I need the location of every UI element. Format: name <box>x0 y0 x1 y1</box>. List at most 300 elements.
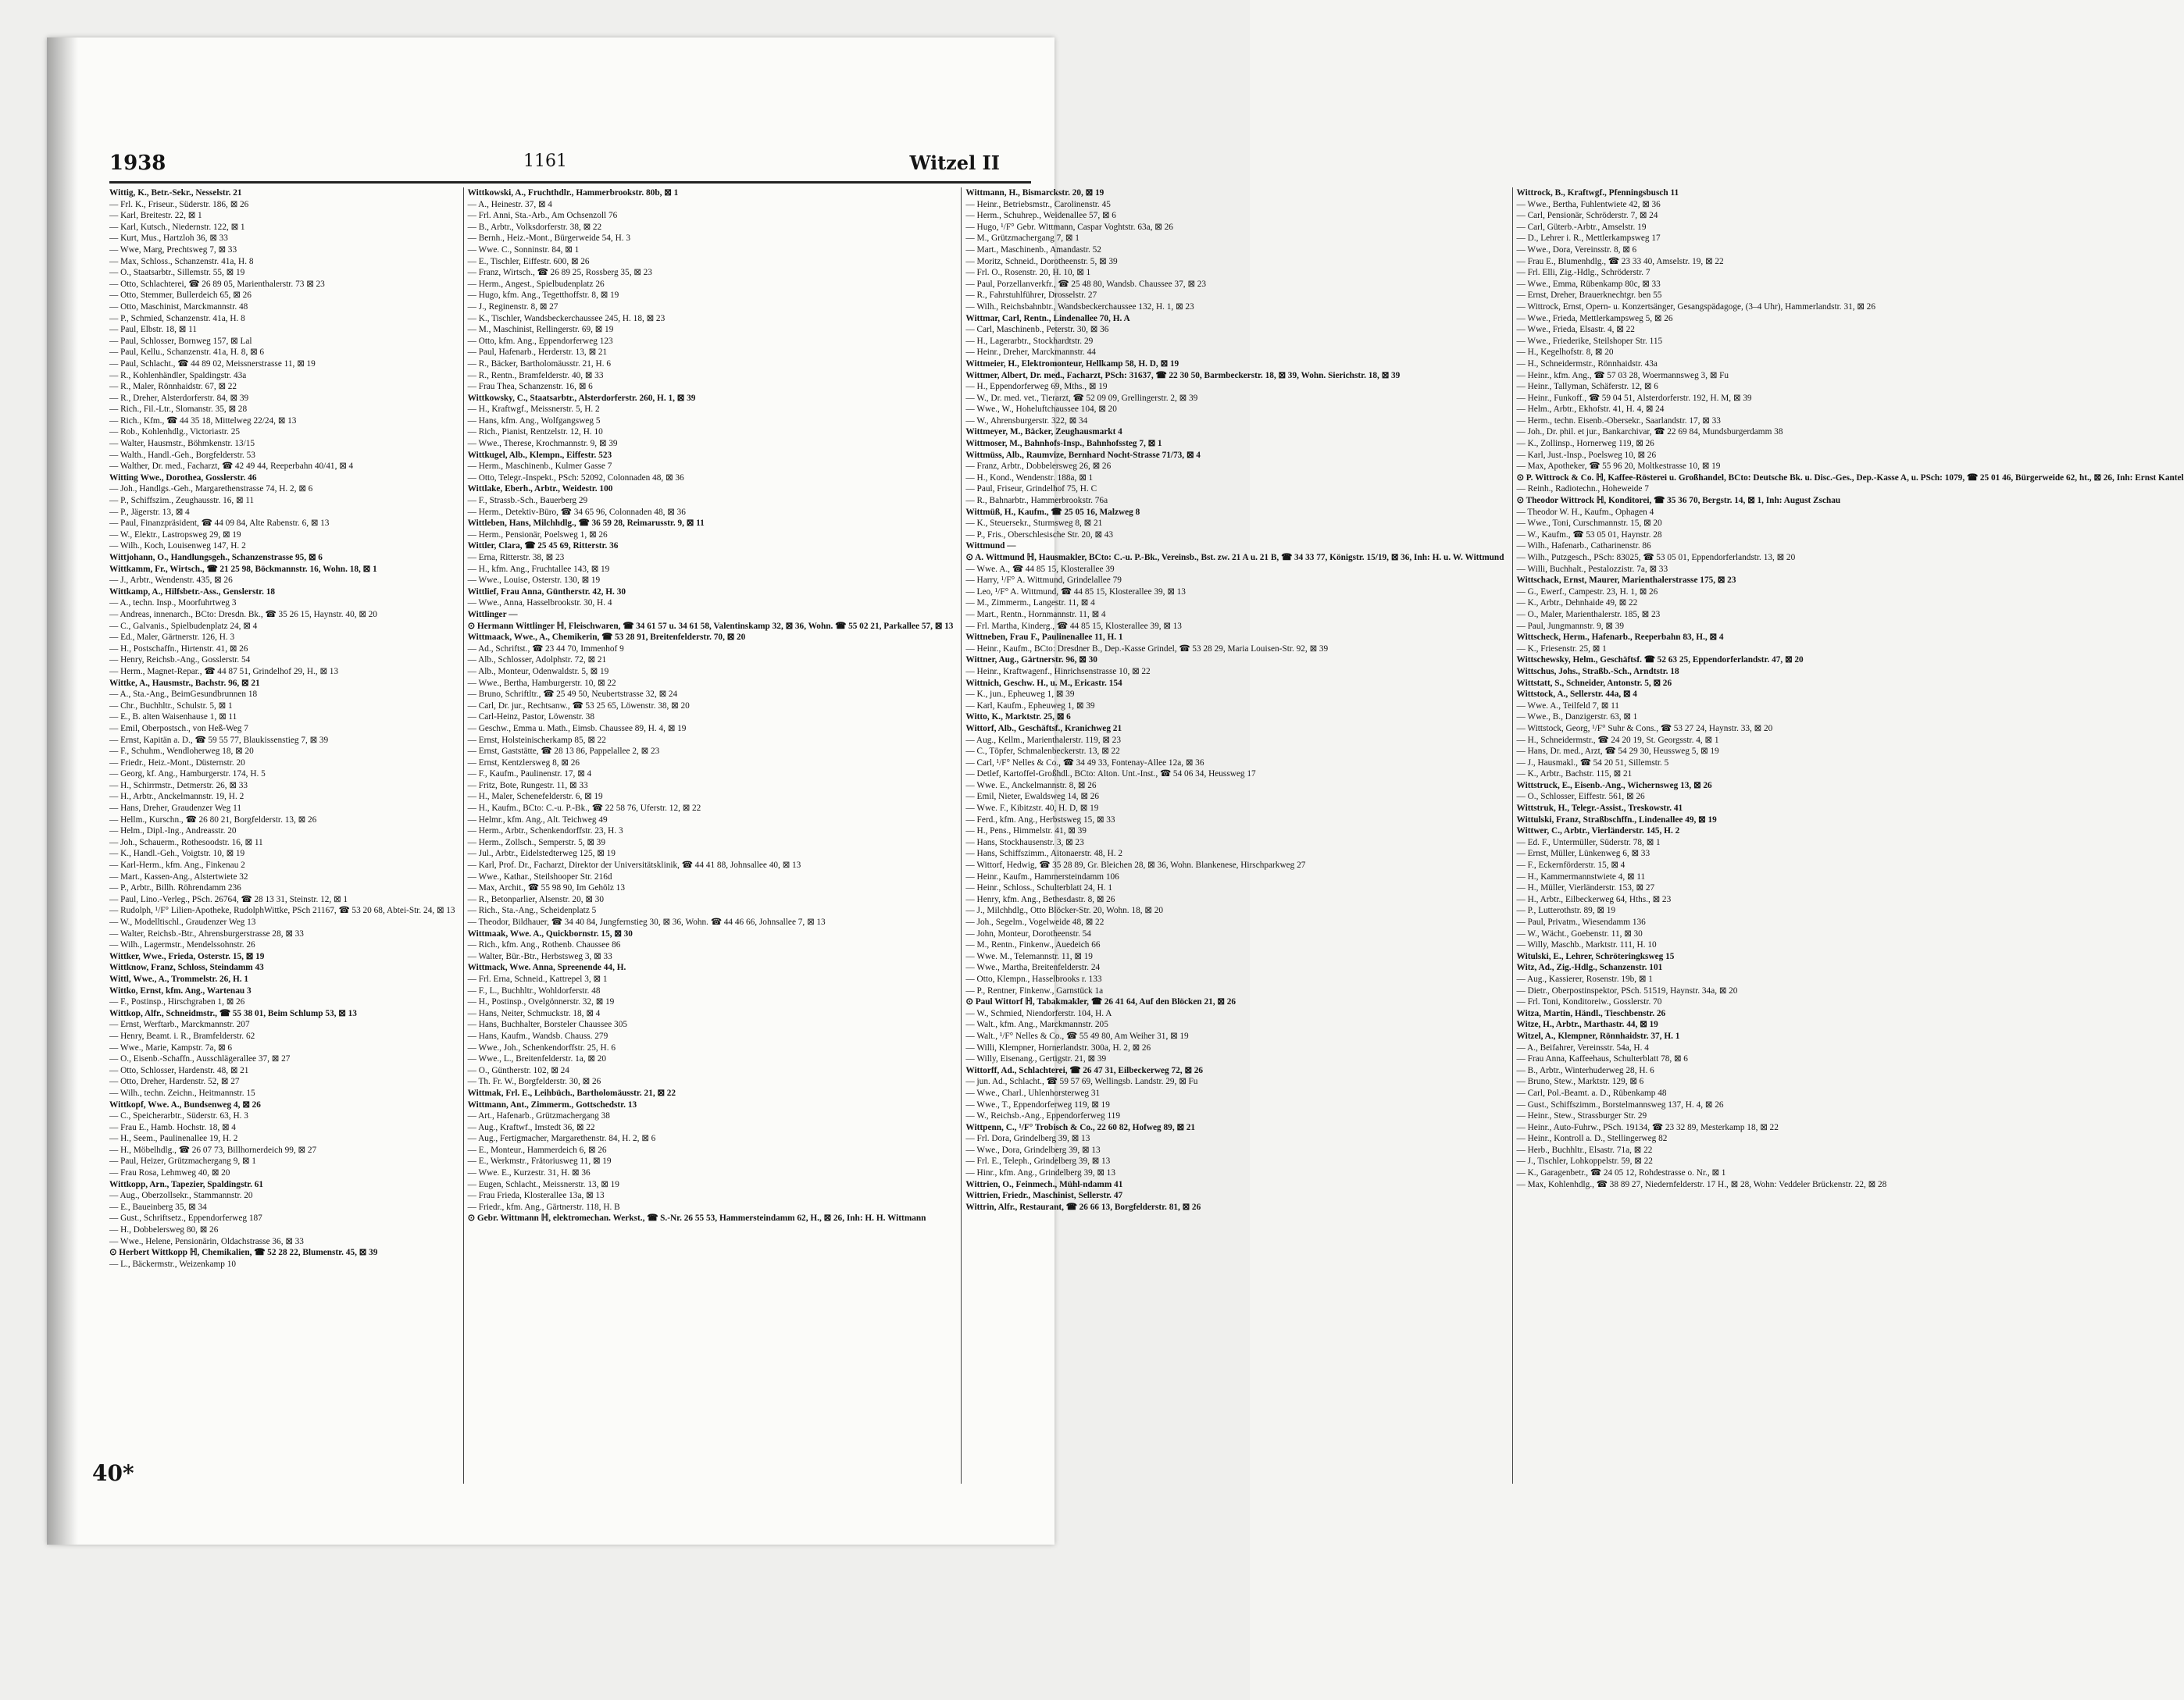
directory-entry: Wittmack, Wwe. Anna, Spreenende 44, H. <box>467 963 626 973</box>
directory-entry: — Wilh., Lagermstr., Mendelssohnstr. 26 <box>109 940 255 950</box>
directory-entry: — Aug., Fertigmacher, Margarethenstr. 84, H. 2, ⊠ 6 <box>467 1134 656 1144</box>
directory-entry: — Rich., Sta.-Ang., Scheidenplatz 5 <box>467 906 597 916</box>
directory-entry: — Mart., Kassen-Ang., Alstertwiete 32 <box>109 871 248 882</box>
directory-entry: — F., Eckernförderstr. 15, ⊠ 4 <box>1516 861 1626 871</box>
directory-entry: — Heinr., Kontroll a. D., Stellingerweg 82 <box>1516 1134 1668 1144</box>
directory-entry: — Wwe., Martha, Breitenfelderstr. 24 <box>965 963 1101 973</box>
directory-entry: — Hans, Buchhalter, Borsteler Chaussee 305 <box>467 1020 628 1030</box>
directory-entry: Wittmann, Ant., Zimmerm., Gottschedstr. 13 <box>467 1099 637 1110</box>
directory-entry: Witto, K., Marktstr. 25, ⊠ 6 <box>965 712 1071 722</box>
directory-entry: Wittstock, A., Sellerstr. 44a, ⊠ 4 <box>1516 690 1637 700</box>
directory-entry: — Otto, Stemmer, Bullerdeich 65, ⊠ 26 <box>109 290 252 301</box>
directory-entry: — Paul, Elbstr. 18, ⊠ 11 <box>109 325 197 335</box>
directory-entry: Wittmer, Albert, Dr. med., Facharzt, PSch: 31637, ☎ 22 30 50, Barmbeckerstr. 18, ⊠ 39, Wohn. Sierichstr. 18, ⊠ 39 <box>965 370 1401 380</box>
directory-entry: — H., Kaufm., BCto: C.-u. P.-Bk., ☎ 22 58 76, Uferstr. 12, ⊠ 22 <box>467 804 701 814</box>
directory-entry: — Gust., Schriftsetz., Eppendorferweg 187 <box>109 1214 262 1224</box>
directory-entry: — Carl, Pensionär, Schröderstr. 7, ⊠ 24 <box>1516 211 1658 221</box>
directory-entry: — Frau Anna, Kaffeehaus, Schulterblatt 78, ⊠ 6 <box>1516 1054 1688 1064</box>
directory-entry: — Heinr., Auto-Fuhrw., PSch. 19134, ☎ 23 32 89, Mesterkamp 18, ⊠ 22 <box>1516 1122 1779 1132</box>
directory-entry: Wittmann, H., Bismarckstr. 20, ⊠ 19 <box>965 188 1104 198</box>
directory-entry: — Detlef, Kartoffel-Großhdl., BCto: Alton. Unt.-Inst., ☎ 54 06 34, Heussweg 17 <box>965 769 1256 779</box>
directory-entry: Wittkowsky, C., Staatsarbtr., Alsterdorferstr. 260, H. 1, ⊠ 39 <box>467 393 696 403</box>
directory-entry: — Ernst, Werftarb., Marckmannstr. 207 <box>109 1020 250 1030</box>
directory-entry: — Th. Fr. W., Borgfelderstr. 30, ⊠ 26 <box>467 1077 601 1087</box>
directory-entry: — Ferd., kfm. Ang., Herbstsweg 15, ⊠ 33 <box>965 814 1115 825</box>
directory-entry: Witting Wwe., Dorothea, Gosslerstr. 46 <box>109 472 257 483</box>
directory-entry: — Dietr., Oberpostinspektor, PSch. 51519, Haynstr. 34a, ⊠ 20 <box>1516 985 1738 996</box>
directory-entry: Wittner, Aug., Gärtnerstr. 96, ⊠ 30 <box>965 655 1097 665</box>
directory-entry: — F., L., Buchhltr., Wohldorferstr. 48 <box>467 985 601 996</box>
directory-entry: — A., Heinestr. 37, ⊠ 4 <box>467 199 552 209</box>
directory-entry: Wittwer, C., Arbtr., Vierländerstr. 145, H. 2 <box>1516 826 1680 836</box>
directory-entry: Wittkamm, Fr., Wirtsch., ☎ 21 25 98, Böckmannstr. 16, Wohn. 18, ⊠ 1 <box>109 564 377 574</box>
directory-entry: — Ernst, Gaststätte, ☎ 28 13 86, Pappelallee 2, ⊠ 23 <box>467 747 660 757</box>
directory-entry: — Aug., Kassierer, Rosenstr. 19b, ⊠ 1 <box>1516 974 1653 984</box>
directory-entry: — Willy, Maschb., Marktstr. 111, H. 10 <box>1516 940 1657 950</box>
directory-entry: Wittkugel, Alb., Klempn., Eiffestr. 523 <box>467 450 612 460</box>
directory-entry: — H., Dobbelersweg 80, ⊠ 26 <box>109 1225 219 1235</box>
directory-entry: — Carl-Heinz, Pastor, Löwenstr. 38 <box>467 712 594 722</box>
directory-entry: — Wwe., Louise, Osterstr. 130, ⊠ 19 <box>467 576 601 586</box>
directory-entry: — H., Schneidermstr., Rönnhaidstr. 43a <box>1516 358 1658 369</box>
directory-entry: — Otto, Schlachterei, ☎ 26 89 05, Marienthalerstr. 73 ⊠ 23 <box>109 279 325 289</box>
directory-entry: Wittrien, Friedr., Maschinist, Sellerstr. 47 <box>965 1191 1123 1201</box>
directory-entry: — Wwe. E., Anckelmannstr. 8, ⊠ 26 <box>965 780 1097 790</box>
directory-entry: — Hans, Dreher, Graudenzer Weg 11 <box>109 804 241 814</box>
directory-entry: — Wittorf, Hedwig, ☎ 35 28 89, Gr. Bleichen 28, ⊠ 36, Wohn. Blankenese, Hirschparkweg 27 <box>965 861 1306 871</box>
directory-entry: — Walt., ¹/F° Nelles & Co., ☎ 55 49 80, Am Weiher 31, ⊠ 19 <box>965 1031 1189 1041</box>
directory-entry: — Chr., Buchhltr., Schulstr. 5, ⊠ 1 <box>109 700 233 711</box>
directory-entry: — H., Kond., Wendenstr. 188a, ⊠ 1 <box>965 472 1094 483</box>
directory-entry: — P., Schmied, Schanzenstr. 41a, H. 8 <box>109 313 245 323</box>
directory-entry: — Herm., Pensionär, Poelsweg 1, ⊠ 26 <box>467 529 608 540</box>
directory-entry: — Hans, Kaufm., Wandsb. Chauss. 279 <box>467 1031 608 1041</box>
directory-column-3 <box>961 187 1504 1484</box>
directory-entry: — Andreas, innenarch., BCto: Dresdn. Bk., ☎ 35 26 15, Haynstr. 40, ⊠ 20 <box>109 609 377 619</box>
directory-entry: Wittig, K., Betr.-Sekr., Nesselstr. 21 <box>109 188 242 198</box>
directory-entry: Wittler, Clara, ☎ 25 45 69, Ritterstr. 36 <box>467 541 619 551</box>
directory-entry: — D., Lehrer i. R., Mettlerkampsweg 17 <box>1516 233 1661 244</box>
directory-entry: — Hans, Dr. med., Arzt, ☎ 54 29 30, Heussweg 5, ⊠ 19 <box>1516 747 1719 757</box>
directory-entry: — Herm., Magnet-Repar., ☎ 44 87 51, Grindelhof 29, H., ⊠ 13 <box>109 666 339 676</box>
directory-entry: — F., Kaufm., Paulinenstr. 17, ⊠ 4 <box>467 769 592 779</box>
directory-entry: — Wwe. F., Kibitzstr. 40, H. D, ⊠ 19 <box>965 804 1099 814</box>
directory-entry: — Friedr., Heiz.-Mont., Düsternstr. 20 <box>109 757 245 768</box>
directory-entry: — Alb., Schlosser, Adolphstr. 72, ⊠ 21 <box>467 655 607 665</box>
directory-entry: Wittkop, Alfr., Schneidmstr., ☎ 55 38 01, Beim Schlump 53, ⊠ 13 <box>109 1008 357 1018</box>
directory-entry: — Hinr., kfm. Ang., Grindelberg 39, ⊠ 13 <box>965 1168 1115 1178</box>
directory-entry: — Frl. Martha, Kinderg., ☎ 44 85 15, Klosterallee 39, ⊠ 13 <box>965 621 1182 631</box>
directory-entry: — Wwe., Therese, Krochmannstr. 9, ⊠ 39 <box>467 439 618 449</box>
directory-entry: — Joh., Segelm., Vogelweide 48, ⊠ 22 <box>965 918 1104 927</box>
directory-entry: — W., Elektr., Lastropsweg 29, ⊠ 19 <box>109 529 241 540</box>
header-year: 1938 <box>109 151 166 175</box>
directory-entry: — Art., Hafenarb., Grützmachergang 38 <box>467 1111 610 1121</box>
directory-entry: — Paul, Finanzpräsident, ☎ 44 09 84, Alte Rabenstr. 6, ⊠ 13 <box>109 519 330 529</box>
directory-entry: — Heinr., Kraftwagenf., Hinrichsenstrasse 10, ⊠ 22 <box>965 666 1151 676</box>
directory-entry: — Hugo, kfm. Ang., Tegetthoffstr. 8, ⊠ 19 <box>467 290 619 301</box>
directory-entry: — H., Pens., Himmelstr. 41, ⊠ 39 <box>965 826 1087 836</box>
directory-entry: Wittorff, Ad., Schlachterei, ☎ 26 47 31, Eilbeckerweg 72, ⊠ 26 <box>965 1065 1204 1075</box>
directory-entry: Wittmeier, H., Elektromonteur, Hellkamp 58, H. D, ⊠ 19 <box>965 358 1179 369</box>
directory-entry: — Friedr., kfm. Ang., Gärtnerstr. 118, H. B <box>467 1202 620 1212</box>
directory-entry: — Erna, Ritterstr. 38, ⊠ 23 <box>467 553 565 562</box>
directory-entry: — Henry, Beamt. i. R., Bramfelderstr. 62 <box>109 1031 255 1041</box>
directory-entry: — Ernst, Müller, Lünkenweg 6, ⊠ 33 <box>1516 849 1650 859</box>
directory-entry: — Wwe., T., Eppendorferweg 119, ⊠ 19 <box>965 1099 1110 1110</box>
directory-entry: — L., Bäckermstr., Weizenkamp 10 <box>109 1259 237 1269</box>
directory-entry: Wittulski, Franz, Straßbschffn., Lindenallee 49, ⊠ 19 <box>1516 814 1717 825</box>
directory-entry: Wittlinger — <box>467 609 518 619</box>
directory-entry: — Heinr., Kaufm., BCto: Dresdner B., Dep.-Kasse Grindel, ☎ 53 28 29, Maria Louisen-Str. 92, ⊠ 39 <box>965 643 1329 654</box>
directory-entry: — W., Schmied, Niendorferstr. 104, H. A <box>965 1008 1112 1018</box>
directory-entry: Witze, H., Arbtr., Marthastr. 44, ⊠ 19 <box>1516 1020 1658 1030</box>
directory-entry: — Carl, ¹/F° Nelles & Co., ☎ 34 49 33, Fontenay-Allee 12a, ⊠ 36 <box>965 757 1204 768</box>
directory-entry: Wittrien, O., Feinmech., Mühl-ndamm 41 <box>965 1179 1123 1189</box>
directory-entry: — Hans, Neiter, Schmuckstr. 18, ⊠ 4 <box>467 1008 601 1018</box>
binding-shadow <box>47 37 78 1545</box>
directory-entry: ⊙ Theodor Wittrock ℍ, Konditorei, ☎ 35 36 70, Bergstr. 14, ⊠ 1, Inh: August Zschau <box>1516 496 1841 506</box>
directory-entry: — Carl, Dr. jur., Rechtsanw., ☎ 53 25 65, Löwenstr. 38, ⊠ 20 <box>467 700 690 711</box>
directory-entry: — Otto, kfm. Ang., Eppendorferweg 123 <box>467 336 613 346</box>
directory-entry: — Wwe., Frieda, Mettlerkampsweg 5, ⊠ 26 <box>1516 313 1673 323</box>
directory-entry: — H., Kegelhofstr. 8, ⊠ 20 <box>1516 347 1614 358</box>
directory-entry: — G., Ewerf., Campestr. 23, H. 1, ⊠ 26 <box>1516 586 1658 597</box>
directory-entry: — Henry, kfm. Ang., Bethesdastr. 8, ⊠ 26 <box>965 894 1115 904</box>
directory-entry: — Paul, Porzellanverkfr., ☎ 25 48 80, Wandsb. Chaussee 37, ⊠ 23 <box>965 279 1207 289</box>
directory-entry: — O., Staatsarbtr., Sillemstr. 55, ⊠ 19 <box>109 268 245 278</box>
directory-entry: — Theodor, Bildhauer, ☎ 34 40 84, Jungfernstieg 30, ⊠ 36, Wohn. ☎ 44 46 66, Johnsallee 7, ⊠ 13 <box>467 918 826 927</box>
directory-entry: Wittpenn, C., ¹/F° Trobisch & Co., 22 60 82, Hofweg 89, ⊠ 21 <box>965 1122 1196 1132</box>
directory-entry: — Aug., Kellm., Marienthalerstr. 119, ⊠ 23 <box>965 735 1121 745</box>
directory-entry: Wittmar, Carl, Rentn., Lindenallee 70, H. A <box>965 313 1130 323</box>
directory-entry: Wittkowski, A., Fruchthdlr., Hammerbrookstr. 80b, ⊠ 1 <box>467 188 679 198</box>
directory-entry: — Wilh., Koch, Louisenweg 147, H. 2 <box>109 541 246 551</box>
directory-entry: — J., Hausmakl., ☎ 54 20 51, Sillemstr. 5 <box>1516 757 1669 768</box>
directory-entry: — Willy, Eisenang., Gertigstr. 21, ⊠ 39 <box>965 1054 1107 1064</box>
directory-entry: — Hellm., Kurschn., ☎ 26 80 21, Borgfelderstr. 13, ⊠ 26 <box>109 814 317 825</box>
directory-entry: Wittknow, Franz, Schloss, Steindamm 43 <box>109 963 264 973</box>
directory-entry: — Wittrock, Ernst, Opern- u. Konzertsänger, Gesangspädagoge, (3–4 Uhr), Hammerlandstr. 31, ⊠ 26 <box>1516 301 1875 312</box>
directory-entry: Wittlake, Eberh., Arbtr., Weidestr. 100 <box>467 484 613 494</box>
directory-entry: — P., Rentner, Finkenw., Garnstück 1a <box>965 985 1104 996</box>
directory-entry: — Wwe., W., Hoheluftchaussee 104, ⊠ 20 <box>965 405 1117 415</box>
directory-entry: — Aug., Oberzollsekr., Stammannstr. 20 <box>109 1191 253 1201</box>
header-page-number: 1161 <box>523 151 567 171</box>
directory-entry: — Herb., Buchhltr., Elsastr. 71a, ⊠ 22 <box>1516 1145 1653 1155</box>
directory-entry: — Herm., Schuhrep., Weidenallee 57, ⊠ 6 <box>965 211 1116 221</box>
directory-entry: — B., Arbtr., Winterhuderweg 28, H. 6 <box>1516 1065 1654 1075</box>
directory-entry: Wittschus, Johs., Straßb.-Sch., Arndtstr. 18 <box>1516 666 1679 676</box>
directory-entry: — H., Arbtr., Anckelmannstr. 19, H. 2 <box>109 792 244 802</box>
directory-entry: — Frl. Elli, Zig.-Hdlg., Schröderstr. 7 <box>1516 268 1650 278</box>
directory-entry: — John, Monteur, Dorotheenstr. 54 <box>965 928 1091 939</box>
directory-entry: — W., Dr. med. vet., Tierarzt, ☎ 52 09 09, Grellingerstr. 2, ⊠ 39 <box>965 393 1198 403</box>
directory-entry: Wittleben, Hans, Milchhdlg., ☎ 36 59 28, Reimarusstr. 9, ⊠ 11 <box>467 519 705 529</box>
directory-entry: — Karl, Breitestr. 22, ⊠ 1 <box>109 211 202 221</box>
directory-entry: — Frl. Dora, Grindelberg 39, ⊠ 13 <box>965 1134 1090 1144</box>
directory-entry: — W., Wächt., Goebenstr. 11, ⊠ 30 <box>1516 928 1643 939</box>
directory-entry: — Wwe., Kathar., Steilshooper Str. 216d <box>467 871 612 882</box>
directory-entry: — R., Bahnarbtr., Hammerbrookstr. 76a <box>965 496 1108 506</box>
directory-entry: Wittker, Wwe., Frieda, Osterstr. 15, ⊠ 19 <box>109 951 265 961</box>
directory-entry: — R., Bäcker, Bartholomäusstr. 21, H. 6 <box>467 358 612 369</box>
directory-entry: Wittstatt, S., Schneider, Antonstr. 5, ⊠ 26 <box>1516 678 1672 688</box>
directory-entry: — Wilh., Hafenarb., Catharinenstr. 86 <box>1516 541 1651 551</box>
directory-entry: — Carl, Maschinenb., Peterstr. 30, ⊠ 36 <box>965 325 1109 335</box>
directory-entry: Wittmaak, Wwe. A., Quickbornstr. 15, ⊠ 30 <box>467 928 633 939</box>
directory-entry: — H., Postinsp., Ovelgönnerstr. 32, ⊠ 19 <box>467 997 615 1007</box>
directory-entry: Wittjohann, O., Handlungsgeh., Schanzenstrasse 95, ⊠ 6 <box>109 553 323 562</box>
directory-entry: ⊙ Herbert Wittkopp ℍ, Chemikalien, ☎ 52 28 22, Blumenstr. 45, ⊠ 39 <box>109 1248 378 1258</box>
directory-entry: — Walter, Bür.-Btr., Herbstsweg 3, ⊠ 33 <box>467 951 612 961</box>
directory-entry: — M., Rentn., Finkenw., Auedeich 66 <box>965 940 1101 950</box>
directory-entry: — Emil, Nieter, Ewaldsweg 14, ⊠ 26 <box>965 792 1100 802</box>
directory-entry: ⊙ A. Wittmund ℍ, Hausmakler, BCto: C.-u. P.-Bk., Vereinsb., Bst. zw. 21 A u. 21 B, ☎ 34 33 77, Königstr. 15/19, ⊠ 36, Inh: H. u. W. Wittmund <box>965 553 1504 562</box>
directory-entry: — Herm., Angest., Spielbudenplatz 26 <box>467 279 605 289</box>
directory-entry: — K., Zollinsp., Hornerweg 119, ⊠ 26 <box>1516 439 1654 449</box>
directory-entry: — Paul, Schlosser, Bornweg 157, ⊠ Lal <box>109 336 252 346</box>
directory-entry: Wittkamp, A., Hilfsbetr.-Ass., Genslerstr. 18 <box>109 586 276 597</box>
directory-entry: — K., Handl.-Geh., Voigtstr. 10, ⊠ 19 <box>109 849 245 859</box>
directory-entry: — E., Baueinberg 35, ⊠ 34 <box>109 1202 207 1212</box>
directory-entry: — Frl. Toni, Konditoreiw., Gosslerstr. 70 <box>1516 997 1662 1007</box>
directory-entry: Witzel, A., Klempner, Rönnhaidstr. 37, H. 1 <box>1516 1031 1680 1041</box>
directory-entry: Wittkopp, Arn., Tapezier, Spaldingstr. 61 <box>109 1179 264 1189</box>
directory-entry: — H., kfm. Ang., Fruchtallee 143, ⊠ 19 <box>467 564 610 574</box>
directory-entry: — H., Müller, Vierländerstr. 153, ⊠ 27 <box>1516 883 1655 893</box>
directory-entry: — H., Arbtr., Eilbeckerweg 64, Hths., ⊠ 23 <box>1516 894 1672 904</box>
directory-entry: — Georg, kf. Ang., Hamburgerstr. 174, H. 5 <box>109 769 266 779</box>
directory-entry: — Max, Apotheker, ☎ 55 96 20, Moltkestrasse 10, ⊠ 19 <box>1516 462 1721 472</box>
directory-entry: ⊙ P. Wittrock & Co. ℍ, Kaffee-Rösterei u. Großhandel, BCto: Deutsche Bk. u. Disc.-Ges., Dep.-Kasse A, u. PSch: 1079, ☎ 25 01 46, Bürgerweide 62, ht., ⊠ 26, Inh: Ernst Kantel <box>1516 472 2184 483</box>
directory-entry: — Walth., Handl.-Geh., Borgfelderstr. 53 <box>109 450 255 460</box>
directory-entry: — Heinr., Stew., Strassburger Str. 29 <box>1516 1111 1647 1121</box>
directory-entry: Wittkopf, Wwe. A., Bundsenweg 4, ⊠ 26 <box>109 1099 261 1110</box>
directory-entry: — W., Modelltischl., Graudenzer Weg 13 <box>109 918 256 927</box>
directory-entry: — A., techn. Insp., Moorfuhrtweg 3 <box>109 598 237 608</box>
directory-entry: — Joh., Schauerm., Rothesoodstr. 16, ⊠ 11 <box>109 837 263 847</box>
directory-entry: — Hugo, ¹/F° Gebr. Wittmann, Caspar Voghtstr. 63a, ⊠ 26 <box>965 222 1173 232</box>
directory-entry: — B., Arbtr., Volksdorferstr. 38, ⊠ 22 <box>467 222 602 232</box>
directory-entry: — Max, Archit., ☎ 55 98 90, Im Gehölz 13 <box>467 883 625 893</box>
directory-entry: — Paul, Heizer, Grützmachergang 9, ⊠ 1 <box>109 1156 256 1167</box>
directory-entry: — Helmr., kfm. Ang., Alt. Teichweg 49 <box>467 814 608 825</box>
directory-entry: — C., Töpfer, Schmalenbeckerstr. 13, ⊠ 22 <box>965 747 1120 757</box>
directory-entry: — Willi, Klempner, Hornerlandstr. 300a, H. 2, ⊠ 26 <box>965 1042 1151 1053</box>
directory-entry: Wittrin, Alfr., Restaurant, ☎ 26 66 13, Borgfelderstr. 81, ⊠ 26 <box>965 1202 1201 1212</box>
footer-signature-mark: 40* <box>92 1460 134 1486</box>
directory-entry: Wittl, Wwe., A., Trommelstr. 26, H. 1 <box>109 974 249 984</box>
directory-entry: — Heinr., Funkoff., ☎ 59 04 51, Alsterdorferstr. 192, H. M, ⊠ 39 <box>1516 393 1752 403</box>
directory-entry: — Frl. Anni, Sta.-Arb., Am Ochsenzoll 76 <box>467 211 618 221</box>
directory-entry: — J., Reginenstr. 8, ⊠ 27 <box>467 301 558 312</box>
directory-entry: — Heinr., Schloss., Schulterblatt 24, H. 1 <box>965 883 1113 893</box>
directory-entry: — R., Fahrstuhlführer, Drosselstr. 27 <box>965 290 1097 301</box>
directory-entry: — Wwe., B., Danzigerstr. 63, ⊠ 1 <box>1516 712 1638 722</box>
directory-entry: — H., Möbelhdlg., ☎ 26 07 73, Billhornerdeich 99, ⊠ 27 <box>109 1145 317 1155</box>
directory-entry: — Wwe., Anna, Hasselbrookstr. 30, H. 4 <box>467 598 612 608</box>
directory-entry: — Wwe, Marg, Prechtsweg 7, ⊠ 33 <box>109 244 237 255</box>
directory-entry: — Hans, Stockhausenstr. 3, ⊠ 23 <box>965 837 1084 847</box>
directory-entry: — Walther, Dr. med., Facharzt, ☎ 42 49 44, Reeperbahn 40/41, ⊠ 4 <box>109 462 354 472</box>
directory-entry: — Rich., Fil.-Ltr., Slomanstr. 35, ⊠ 28 <box>109 405 248 415</box>
directory-entry: — Karl, Just.-Insp., Poelsweg 10, ⊠ 26 <box>1516 450 1657 460</box>
directory-entry: — Heinr., Betriebsmstr., Carolinenstr. 45 <box>965 199 1111 209</box>
directory-entry: — R., Betonparlier, Alsenstr. 20, ⊠ 30 <box>467 894 604 904</box>
directory-entry: — H., Schirrmstr., Detmerstr. 26, ⊠ 33 <box>109 780 248 790</box>
directory-entry: — Moritz, Schneid., Dorotheenstr. 5, ⊠ 39 <box>965 256 1118 266</box>
directory-entry: — Aug., Kraftwf., Imstedt 36, ⊠ 22 <box>467 1122 595 1132</box>
directory-entry: — H., Kammermannstwiete 4, ⊠ 11 <box>1516 871 1646 882</box>
directory-entry: — Helm., Dipl.-Ing., Andreasstr. 20 <box>109 826 237 836</box>
directory-entry: — Walter, Reichsb.-Btr., Ahrensburgerstrasse 28, ⊠ 33 <box>109 928 304 939</box>
directory-entry: — Wwe., Bertha, Fuhlentwiete 42, ⊠ 36 <box>1516 199 1661 209</box>
directory-entry: Wittmüß, H., Kaufm., ☎ 25 05 16, Malzweg 8 <box>965 507 1140 517</box>
directory-entry: — M., Zimmerm., Langestr. 11, ⊠ 4 <box>965 598 1095 608</box>
directory-entry: ⊙ Hermann Wittlinger ℍ, Fleischwaren, ☎ 34 61 57 u. 34 61 58, Valentinskamp 32, ⊠ 36, Wohn. ☎ 55 02 21, Parkallee 57, ⊠ 13 <box>467 621 954 631</box>
directory-entry: — Gust., Schiffszimm., Borstelmannsweg 137, H. 4, ⊠ 26 <box>1516 1099 1724 1110</box>
directory-entry: — F., Postinsp., Hirschgraben 1, ⊠ 26 <box>109 997 245 1007</box>
directory-entry: — Hans, Schiffszimm., Aitonaerstr. 48, H. 2 <box>965 849 1123 859</box>
directory-entry: — Bruno, Stew., Marktstr. 129, ⊠ 6 <box>1516 1077 1644 1087</box>
directory-entry: — Rob., Kohlenhdlg., Victoriastr. 25 <box>109 427 240 437</box>
directory-entry: — jun. Ad., Schlacht., ☎ 59 57 69, Wellingsb. Landstr. 29, ⊠ Fu <box>965 1077 1198 1087</box>
directory-entry: Wittstruck, E., Eisenb.-Ang., Wichernsweg 13, ⊠ 26 <box>1516 780 1712 790</box>
directory-entry: — E., Tischler, Eiffestr. 600, ⊠ 26 <box>467 256 590 266</box>
directory-entry: — Heinr., kfm. Ang., ☎ 57 03 28, Woermannsweg 3, ⊠ Fu <box>1516 370 1729 380</box>
directory-entry: — Karl-Herm., kfm. Ang., Finkenau 2 <box>109 861 245 871</box>
directory-entry: — H., Lagerarbtr., Stockhardtstr. 29 <box>965 336 1094 346</box>
directory-entry: — Carl, Pol.-Beamt. a. D., Rübenkamp 48 <box>1516 1088 1667 1098</box>
directory-entry: ⊙ Paul Wittorf ℍ, Tabakmakler, ☎ 26 41 64, Auf den Blöcken 21, ⊠ 26 <box>965 997 1236 1007</box>
directory-entry: — A., Beifahrer, Vereinsstr. 54a, H. 4 <box>1516 1042 1649 1053</box>
directory-entry: — Harry, ¹/F° A. Wittmund, Grindelallee 79 <box>965 576 1122 586</box>
directory-entry: — K., Tischler, Wandsbeckerchaussee 245, H. 18, ⊠ 23 <box>467 313 666 323</box>
directory-entry: — E., Werkmstr., Frätoriusweg 11, ⊠ 19 <box>467 1156 612 1167</box>
directory-entry: — Bernh., Heiz.-Mont., Bürgerweide 54, H. 3 <box>467 233 631 244</box>
directory-columns <box>109 187 2184 1484</box>
directory-entry: — R., Dreher, Alsterdorferstr. 84, ⊠ 39 <box>109 393 249 403</box>
directory-entry: — W., Kaufm., ☎ 53 05 01, Haynstr. 28 <box>1516 529 1662 540</box>
directory-entry: — Heinr., Tallyman, Schäferstr. 12, ⊠ 6 <box>1516 382 1658 392</box>
directory-entry: — Otto, Telegr.-Inspekt., PSch: 52092, Colonnaden 48, ⊠ 36 <box>467 472 684 483</box>
directory-entry: — Herm., techn. Eisenb.-Obersekr., Saarlandstr. 17, ⊠ 33 <box>1516 415 1721 426</box>
directory-entry: — Helm., Arbtr., Ekhofstr. 41, H. 4, ⊠ 24 <box>1516 405 1665 415</box>
directory-entry: — Paul, Privatm., Wiesendamm 136 <box>1516 918 1646 927</box>
directory-entry: — O., Maler, Marienthalerstr. 185, ⊠ 23 <box>1516 609 1661 619</box>
directory-entry: Wittorf, Alb., Geschäftsf., Kranichweg 21 <box>965 723 1122 733</box>
directory-entry: — Frl. Erna, Schneid., Kattrepel 3, ⊠ 1 <box>467 974 608 984</box>
directory-entry: — R., Rentn., Bramfelderstr. 40, ⊠ 33 <box>467 370 604 380</box>
directory-entry: — F., Strassb.-Sch., Bauerberg 29 <box>467 496 588 506</box>
directory-entry: — Walt., kfm. Ang., Marckmannstr. 205 <box>965 1020 1108 1030</box>
directory-entry: — Paul, Jungmannstr. 9, ⊠ 39 <box>1516 621 1624 631</box>
directory-entry: Wittmund — <box>965 541 1016 551</box>
directory-entry: — O., Güntherstr. 102, ⊠ 24 <box>467 1065 569 1075</box>
directory-entry: — Wwe., L., Breitenfelderstr. 1a, ⊠ 20 <box>467 1054 607 1064</box>
directory-entry: — J., Milchhdlg., Otto Blöcker-Str. 20, Wohn. 18, ⊠ 20 <box>965 906 1163 916</box>
page-header <box>109 147 1031 178</box>
directory-entry: Wittrock, B., Kraftwgf., Pfenningsbusch 11 <box>1516 188 1679 198</box>
directory-entry: — H., Kraftwgf., Meissnerstr. 5, H. 2 <box>467 405 600 415</box>
directory-entry: Wittmeyer, M., Bäcker, Zeughausmarkt 4 <box>965 427 1122 437</box>
directory-entry: — Karl, Kutsch., Niedernstr. 122, ⊠ 1 <box>109 222 245 232</box>
directory-entry: — Paul, Kellu., Schanzenstr. 41a, H. 8, ⊠ 6 <box>109 347 265 358</box>
directory-entry: — Otto, Dreher, Hardenstr. 52, ⊠ 27 <box>109 1077 240 1087</box>
directory-entry: — K., Arbtr., Bachstr. 115, ⊠ 21 <box>1516 769 1633 779</box>
directory-entry: — H., Seem., Paulinenallee 19, H. 2 <box>109 1134 238 1144</box>
directory-entry: — Rich., Pianist, Rentzelstr. 12, H. 10 <box>467 427 603 437</box>
directory-entry: — C., Galvanis., Spielbudenplatz 24, ⊠ 4 <box>109 621 258 631</box>
directory-entry: — Wilh., Reichsbahnbtr., Wandsbeckerchaussee 132, H. 1, ⊠ 23 <box>965 301 1194 312</box>
directory-entry: — Wwe., Bertha, Hamburgerstr. 10, ⊠ 22 <box>467 678 616 688</box>
directory-entry: — H., Schneidermstr., ☎ 24 20 19, St. Georgsstr. 4, ⊠ 1 <box>1516 735 1719 745</box>
directory-entry: — Rich., kfm. Ang., Rothenb. Chaussee 86 <box>467 940 621 950</box>
directory-entry: — Otto, Klempn., Hasselbrooks r. 133 <box>965 974 1102 984</box>
directory-entry: — Joh., Dr. phil. et jur., Bankarchivar, ☎ 22 69 84, Mundsburgerdamm 38 <box>1516 427 1783 437</box>
directory-entry: — Ernst, Holsteinischerkamp 85, ⊠ 22 <box>467 735 606 745</box>
directory-entry: Wittke, A., Hausmstr., Bachstr. 96, ⊠ 21 <box>109 678 260 688</box>
directory-entry: — Geschw., Emma u. Math., Eimsb. Chaussee 89, H. 4, ⊠ 19 <box>467 723 687 733</box>
directory-entry: — P., Fris., Oberschlesische Str. 20, ⊠ 43 <box>965 529 1114 540</box>
directory-entry: Wittlief, Frau Anna, Güntherstr. 42, H. 30 <box>467 586 626 597</box>
directory-entry: — Ed. F., Untermüller, Süderstr. 78, ⊠ 1 <box>1516 837 1661 847</box>
directory-entry: — Frau Frieda, Klosterallee 13a, ⊠ 13 <box>467 1191 605 1201</box>
directory-entry: — Wwe., Emma, Rübenkamp 80c, ⊠ 33 <box>1516 279 1661 289</box>
directory-entry: — Wwe., Dora, Vereinsstr. 8, ⊠ 6 <box>1516 244 1637 255</box>
directory-entry: — J., Arbtr., Wendenstr. 435, ⊠ 26 <box>109 576 233 586</box>
directory-entry: — Heinr., Kaufm., Hammersteindamm 106 <box>965 871 1119 882</box>
directory-entry: — Henry, Reichsb.-Ang., Gosslerstr. 54 <box>109 655 251 665</box>
directory-entry: Wittscheck, Herm., Hafenarb., Reeperbahn 83, H., ⊠ 4 <box>1516 633 1724 643</box>
directory-entry: — Wwe., Charl., Uhlenhorsterweg 31 <box>965 1088 1101 1098</box>
directory-entry: — Herm., Arbtr., Schenkendorffstr. 23, H. 3 <box>467 826 623 836</box>
directory-entry: Wittmoser, M., Bahnhofs-Insp., Bahnhofssteg 7, ⊠ 1 <box>965 439 1162 449</box>
directory-entry: — Ed., Maler, Gärtnerstr. 126, H. 3 <box>109 633 235 643</box>
directory-entry: — Alb., Monteur, Odenwaldstr. 5, ⊠ 19 <box>467 666 609 676</box>
directory-entry: — Wwe., Joh., Schenkendorffstr. 25, H. 6 <box>467 1042 616 1053</box>
directory-entry: — Jul., Arbtr., Eidelstedterweg 125, ⊠ 19 <box>467 849 616 859</box>
directory-entry: ⊙ Gebr. Wittmann ℍ, elektromechan. Werkst., ☎ S.-Nr. 26 55 53, Hammersteindamm 62, H., ⊠ 26, Inh: H. H. Wittmann <box>467 1214 926 1224</box>
directory-entry: — Otto, Maschinist, Marckmannstr. 48 <box>109 301 248 312</box>
directory-entry: — Bruno, Schriftltr., ☎ 25 49 50, Neubertstrasse 32, ⊠ 24 <box>467 690 678 700</box>
directory-entry: — Mart., Rentn., Hornmannstr. 11, ⊠ 4 <box>965 609 1106 619</box>
directory-column-1 <box>109 187 455 1484</box>
directory-entry: — Paul, Friseur, Grindelhof 75, H. C <box>965 484 1097 494</box>
directory-column-4 <box>1512 187 2184 1484</box>
directory-entry: — R., Maler, Rönnhaidstr. 67, ⊠ 22 <box>109 382 237 392</box>
directory-entry: — Karl, Prof. Dr., Facharzt, Direktor der Universitätsklinik, ☎ 44 41 88, Johnsallee 40, ⊠ 13 <box>467 861 801 871</box>
directory-entry: — Frl. K., Friseur., Süderstr. 186, ⊠ 26 <box>109 199 249 209</box>
directory-entry: Witza, Martin, Händl., Tieschbenstr. 26 <box>1516 1008 1666 1018</box>
directory-entry: — Paul, Lino.-Verleg., PSch. 26764, ☎ 28 13 31, Steinstr. 12, ⊠ 1 <box>109 894 348 904</box>
directory-entry: Wittmaack, Wwe., A., Chemikerin, ☎ 53 28 91, Breitenfelderstr. 70, ⊠ 20 <box>467 633 746 643</box>
directory-entry: — W., Ahrensburgerstr. 322, ⊠ 34 <box>965 415 1088 426</box>
directory-entry: — Wwe. C., Sonninstr. 84, ⊠ 1 <box>467 244 580 255</box>
directory-entry: — Rudolph, ¹/F° Lilien-Apotheke, RudolphWittke, PSch 21167, ☎ 53 20 68, Abtei-Str. 24, ⊠ 13 <box>109 906 455 916</box>
directory-entry: — Rich., Kfm., ☎ 44 35 18, Mittelweg 22/24, ⊠ 13 <box>109 415 297 426</box>
directory-entry: — Wwe., Friederike, Steilshoper Str. 115 <box>1516 336 1663 346</box>
directory-entry: — Ernst, Kentzlersweg 8, ⊠ 26 <box>467 757 580 768</box>
directory-entry: Wittmak, Frl. E., Leihbüch., Bartholomäusstr. 21, ⊠ 22 <box>467 1088 676 1098</box>
directory-entry: — Wwe. A., Teilfeld 7, ⊠ 11 <box>1516 700 1619 711</box>
directory-entry: — K., jun., Epheuweg 1, ⊠ 39 <box>965 690 1075 700</box>
directory-entry: — O., Eisenb.-Schaffn., Ausschlägerallee 37, ⊠ 27 <box>109 1054 291 1064</box>
directory-entry: — Wwe., Marie, Kampstr. 7a, ⊠ 6 <box>109 1042 233 1053</box>
directory-entry: — J., Tischler, Lohkoppelstr. 59, ⊠ 22 <box>1516 1156 1653 1167</box>
directory-entry: — Herm., Zollsch., Semperstr. 5, ⊠ 39 <box>467 837 605 847</box>
